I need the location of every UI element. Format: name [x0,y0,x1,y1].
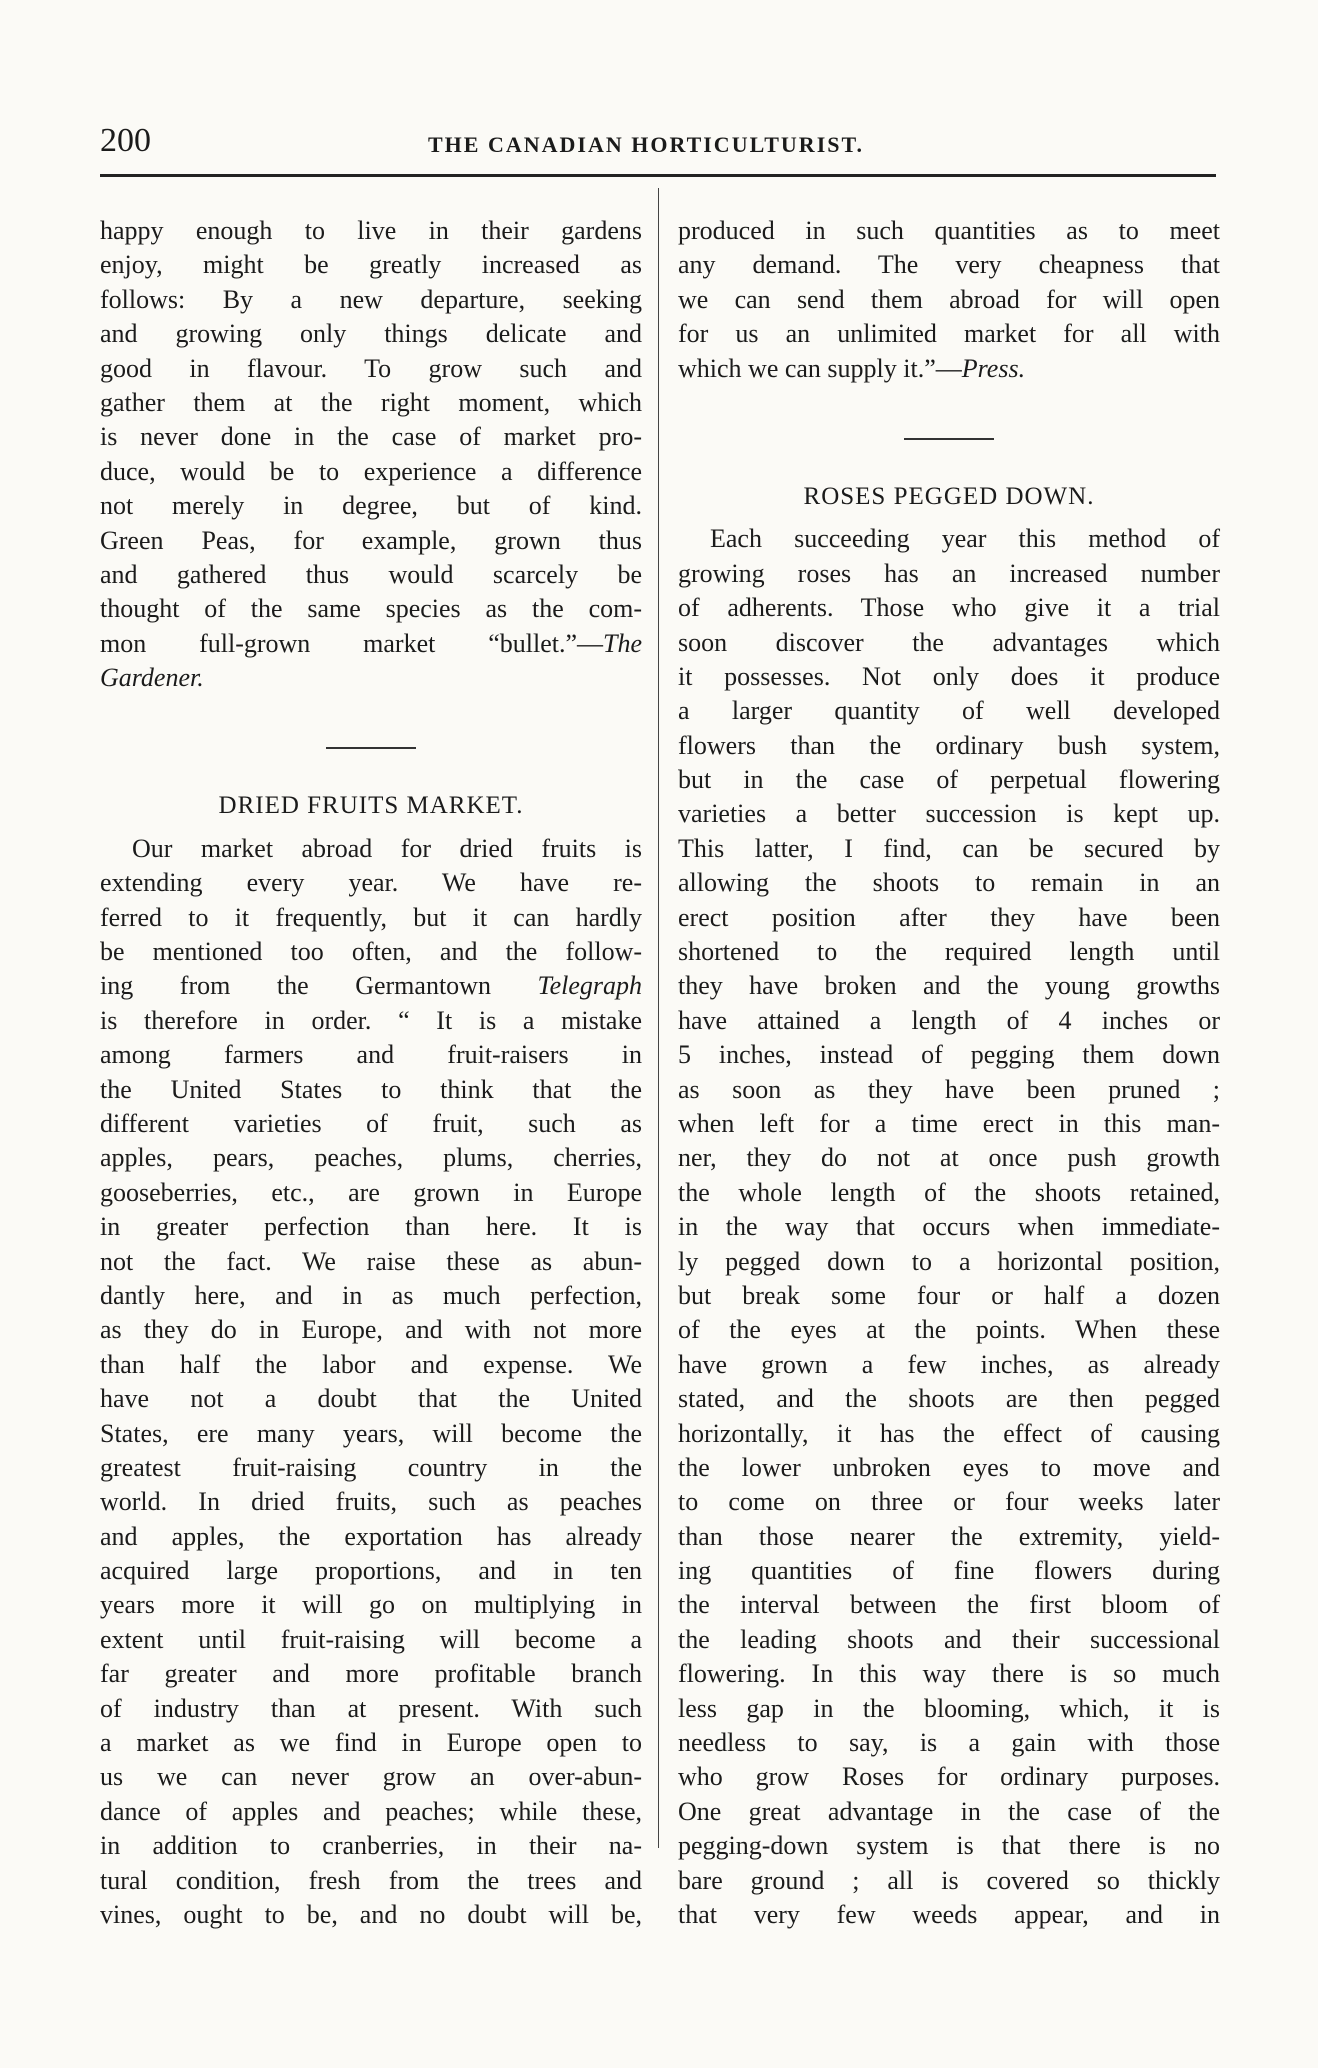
text-line: ly pegged down to a horizontal position, [678,1246,1220,1276]
text-line: than those nearer the extremity, yield- [678,1521,1220,1551]
text-line: One great advantage in the case of the [678,1796,1220,1826]
text-line: the United States to think that the [100,1074,642,1104]
text-line: follows: By a new departure, seeking [100,284,642,314]
text-line: for us an unlimited market for all with [678,319,1220,349]
text-line: mon full-grown market “bullet.”—The [100,628,642,658]
italic-text: Telegraph [537,971,642,1001]
text-line: Green Peas, for example, grown thus [100,525,642,555]
text-line: flowering. In this way there is so much [678,1659,1220,1689]
text-line: growing roses has an increased number [678,558,1220,588]
text-line: have attained a length of 4 inches or [678,1005,1220,1035]
text-line: 5 inches, instead of pegging them down [678,1040,1220,1070]
text-line: soon discover the advantages which [678,627,1220,657]
text-line: ing quantities of fine flowers during [678,1556,1220,1586]
text-line: thought of the same species as the com- [100,594,642,624]
text-line: happy enough to live in their gardens [100,216,642,245]
text-line: different varieties of fruit, such as [100,1109,642,1138]
text-line: they have broken and the young growths [678,971,1220,1001]
left-column [100,214,642,1932]
text-line [100,661,642,695]
text-line: horizontally, it has the effect of causing [678,1418,1220,1448]
text-line: produced in such quantities as to meet [678,216,1220,245]
text-line: we can send them abroad for will open [678,284,1220,314]
text-line: stated, and the shoots are then pegged [678,1384,1220,1414]
text-line: is therefore in order. “ It is a mistake [100,1005,642,1035]
text-line: to come on three or four weeks later [678,1487,1220,1517]
section-title-dried-fruits: DRIED FRUITS MARKET. [218,792,524,820]
text-line: us we can never grow an over-abun- [100,1762,642,1792]
text-line: it possesses. Not only does it produce [678,661,1220,691]
text-line: allowing the shoots to remain in an [678,868,1220,898]
text-line: but in the case of perpetual flowering [678,765,1220,795]
text-line: is never done in the case of market pro- [100,422,642,452]
text-line: who grow Roses for ordinary purposes. [678,1762,1220,1792]
text-line: of adherents. Those who give it a trial [678,593,1220,623]
section-rule [904,438,994,440]
text-line: when left for a time erect in this man- [678,1109,1220,1138]
section-title-roses: ROSES PEGGED DOWN. [803,482,1095,510]
text-line: as soon as they have been pruned ; [678,1074,1220,1104]
roses-article [678,522,1220,1932]
page-header [98,118,1218,164]
text-line: a market as we find in Europe open to [100,1728,642,1758]
text-line: gather them at the right moment, which [100,387,642,417]
text-line: than half the labor and expense. We [100,1349,642,1379]
text-line: Each succeeding year this method of [710,524,1220,554]
page-number: 200 [100,122,151,159]
text-line: enjoy, might be greatly increased as [100,250,642,280]
text-line: of the eyes at the points. When these [678,1315,1220,1345]
text-line: not the fact. We raise these as abun- [100,1246,642,1276]
text-line: in greater perfection than here. It is [100,1212,642,1242]
text-line: needless to say, is a gain with those [678,1728,1220,1758]
header-rule [100,174,1216,177]
text-line: apples, pears, peaches, plums, cherries, [100,1143,642,1173]
text-line: dance of apples and peaches; while these, [100,1796,642,1826]
text-line: but break some four or half a dozen [678,1280,1220,1310]
text-line: that very few weeds appear, and in [678,1899,1220,1929]
right-continuation-paragraph [678,214,1220,386]
text-line: This latter, I find, can be secured by [678,833,1220,863]
text-line: a larger quantity of well developed [678,696,1220,726]
italic-text: The [603,628,642,658]
text-line: in addition to cranberries, in their na- [100,1831,642,1861]
text-line: flowers than the ordinary bush system, [678,730,1220,760]
text-line: and gathered thus would scarcely be [100,559,642,589]
text-line: ing from the Germantown Telegraph [100,971,642,1001]
text-line: not merely in degree, but of kind. [100,491,642,521]
text-line: extent until fruit-raising will become a [100,1624,642,1654]
text-line: and growing only things delicate and [100,319,642,349]
text-line: the whole length of the shoots retained, [678,1177,1220,1207]
text-line: among farmers and fruit-raisers in [100,1040,642,1070]
text-line: Our market abroad for dried fruits is [132,833,642,863]
text-line: as they do in Europe, and with not more [100,1315,642,1345]
text-line: gooseberries, etc., are grown in Europe [100,1177,642,1207]
text-line: the interval between the first bloom of [678,1590,1220,1620]
text-line: the leading shoots and their successional [678,1624,1220,1654]
text-line: duce, would be to experience a difference [100,456,642,486]
text-line: world. In dried fruits, such as peaches [100,1487,642,1517]
text-line: good in flavour. To grow such and [100,353,642,383]
text-line: less gap in the blooming, which, it is [678,1693,1220,1723]
italic-text: Gardener. [100,663,204,693]
text-line: and apples, the exportation has already [100,1521,642,1551]
text-line: be mentioned too often, and the follow- [100,937,642,967]
text-line: dantly here, and in as much perfection, [100,1280,642,1310]
running-title: THE CANADIAN HORTICULTURIST. [428,132,865,157]
text-line: varieties a better succession is kept up. [678,799,1220,829]
text-line: in the way that occurs when immediate- [678,1212,1220,1242]
right-column [678,214,1220,1932]
text-line: any demand. The very cheapness that [678,250,1220,280]
column-divider [658,188,659,1848]
text-line: far greater and more profitable branch [100,1659,642,1689]
left-continuation-paragraph [100,214,642,695]
text-line: tural condition, fresh from the trees and [100,1865,642,1895]
text-line: erect position after they have been [678,902,1220,932]
text-line: the lower unbroken eyes to move and [678,1452,1220,1482]
text-line: bare ground ; all is covered so thickly [678,1865,1220,1895]
text-line: ner, they do not at once push growth [678,1143,1220,1173]
text-line: States, ere many years, will become the [100,1418,642,1448]
text-line: shortened to the required length until [678,937,1220,967]
text-line: pegging-down system is that there is no [678,1831,1220,1861]
italic-text: Press. [961,353,1026,383]
text-line: years more it will go on multiplying in [100,1590,642,1620]
text-line: have not a doubt that the United [100,1384,642,1414]
dried-fruits-article [100,832,642,1933]
text-line: have grown a few inches, as already [678,1349,1220,1379]
text-line: of industry than at present. With such [100,1693,642,1723]
text-line: which we can supply it.”—Press. [678,353,1026,383]
text-line: ferred to it frequently, but it can hardly [100,902,642,932]
text-line: extending every year. We have re- [100,868,642,898]
text-line: greatest fruit-raising country in the [100,1452,642,1482]
text-line: vines, ought to be, and no doubt will be, [100,1899,642,1929]
section-rule [326,747,416,749]
text-line: acquired large proportions, and in ten [100,1556,642,1586]
